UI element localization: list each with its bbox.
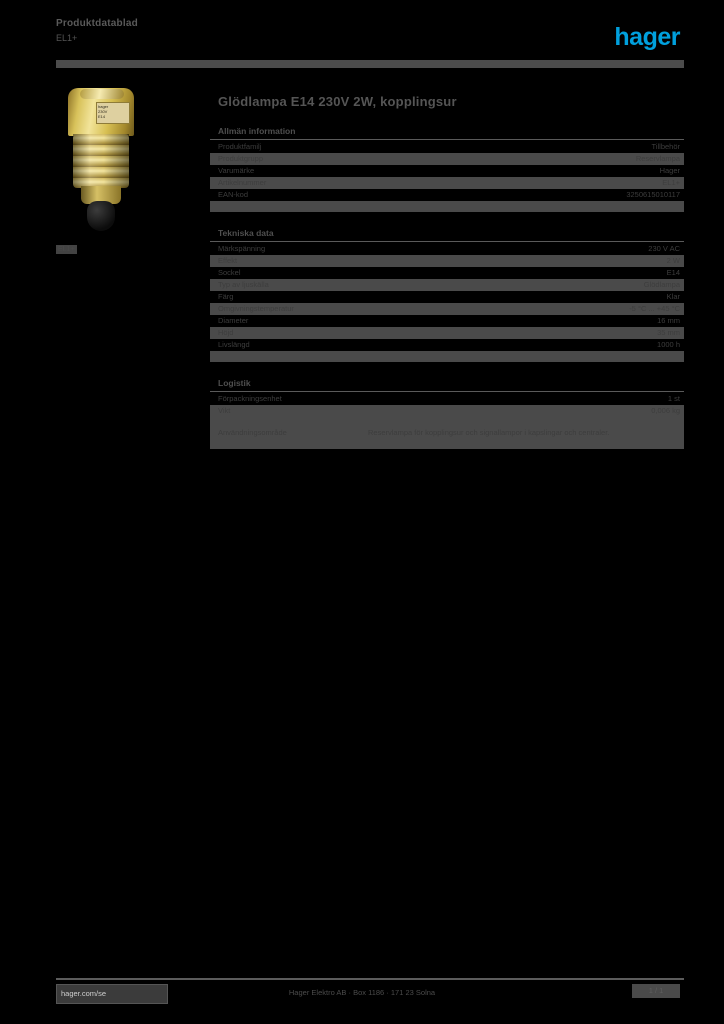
spec-key: Livslängd — [218, 340, 250, 349]
table-row-spacer — [210, 351, 684, 362]
table-row — [210, 393, 684, 405]
spec-value: Reservlampa för kopplingsur och signallampor i kapslingar och centraler. — [368, 428, 610, 437]
spec-value: 3250615010117 — [626, 190, 680, 199]
footer-divider — [56, 978, 684, 980]
section-technical — [210, 228, 684, 362]
spec-value: 230 V AC — [648, 244, 680, 253]
table-row — [210, 267, 684, 279]
spec-key: Vikt — [218, 406, 231, 415]
table-row — [210, 255, 684, 267]
table-row — [210, 291, 684, 303]
table-row — [210, 141, 684, 153]
spec-key: Höjd — [218, 328, 234, 337]
spec-value: 35 mm — [657, 328, 680, 337]
spec-value: E14 — [666, 268, 680, 277]
section-title: Logistik — [210, 378, 684, 392]
spec-key: Produktfamilj — [218, 142, 262, 151]
product-image — [56, 88, 168, 238]
spec-value: 1000 h — [657, 340, 680, 349]
table-row — [210, 153, 684, 165]
spec-value: 16 mm — [657, 316, 680, 325]
figure-caption: EL1+ — [58, 246, 75, 253]
bulb-label-line3: E14 — [98, 114, 106, 119]
bulb-glass-highlight — [80, 89, 124, 99]
bulb-screw-base — [73, 134, 129, 188]
header-divider — [56, 60, 684, 68]
spec-value: Tillbehör — [651, 142, 680, 151]
table-row — [210, 189, 684, 201]
spec-key: Typ av ljuskälla — [218, 280, 269, 289]
spec-value: 0,006 kg — [651, 406, 680, 415]
table-row — [210, 327, 684, 339]
table-row — [210, 177, 684, 189]
spec-value: 2 W — [666, 256, 680, 265]
spec-key: Produktgrupp — [218, 154, 264, 163]
spec-value: Glödlampa — [643, 280, 680, 289]
website-link[interactable]: hager.com/se — [56, 984, 168, 1004]
spec-value: EL1+ — [662, 178, 680, 187]
spec-key: Varumärke — [218, 166, 255, 175]
section-logistics — [210, 378, 684, 449]
table-row — [210, 243, 684, 255]
bulb-contact-tip — [87, 201, 115, 231]
page-title: Glödlampa E14 230V 2W, kopplingsur — [218, 94, 457, 109]
document-footer — [0, 978, 724, 1008]
bulb-label-line2: 230V — [98, 109, 108, 114]
spec-key: Märkspänning — [218, 244, 266, 253]
spec-value: 1 st — [667, 394, 680, 403]
section-title: Tekniska data — [210, 228, 684, 242]
document-kicker: Produktdatablad — [56, 18, 138, 29]
bulb-label-line1: hager — [98, 104, 109, 109]
page-number: 1 / 1 — [632, 984, 680, 998]
spec-value: Klar — [666, 292, 680, 301]
spec-key: Effekt — [218, 256, 238, 265]
bulb-label — [96, 102, 130, 124]
spec-key: Artikelnummer — [218, 178, 267, 187]
spec-key: Sockel — [218, 268, 241, 277]
document-reference: EL1+ — [56, 33, 78, 43]
table-row — [210, 405, 684, 427]
table-row — [210, 165, 684, 177]
spec-key: Färg — [218, 292, 234, 301]
document-header — [0, 0, 724, 66]
section-general — [210, 126, 684, 212]
spec-value: Hager — [659, 166, 680, 175]
spec-key: Omgivningstemperatur — [218, 304, 294, 313]
company-address: Hager Elektro AB · Box 1186 · 171 23 Solna — [288, 988, 436, 997]
spec-key: Diameter — [218, 316, 249, 325]
table-row — [210, 427, 684, 449]
table-row — [210, 315, 684, 327]
table-row — [210, 303, 684, 315]
table-row — [210, 279, 684, 291]
spec-key: Användningsområde — [218, 428, 287, 437]
bulb-illustration — [62, 88, 142, 234]
spec-value: Reservlampa — [635, 154, 680, 163]
document-content — [210, 88, 684, 449]
spec-value: -5 °C ... +45 °C — [629, 304, 680, 313]
table-row — [210, 339, 684, 351]
section-title: Allmän information — [210, 126, 684, 140]
spec-key: EAN-kod — [218, 190, 249, 199]
spec-key: Förpackningsenhet — [218, 394, 282, 403]
hager-logo: hager — [614, 23, 680, 51]
table-row-spacer — [210, 201, 684, 212]
